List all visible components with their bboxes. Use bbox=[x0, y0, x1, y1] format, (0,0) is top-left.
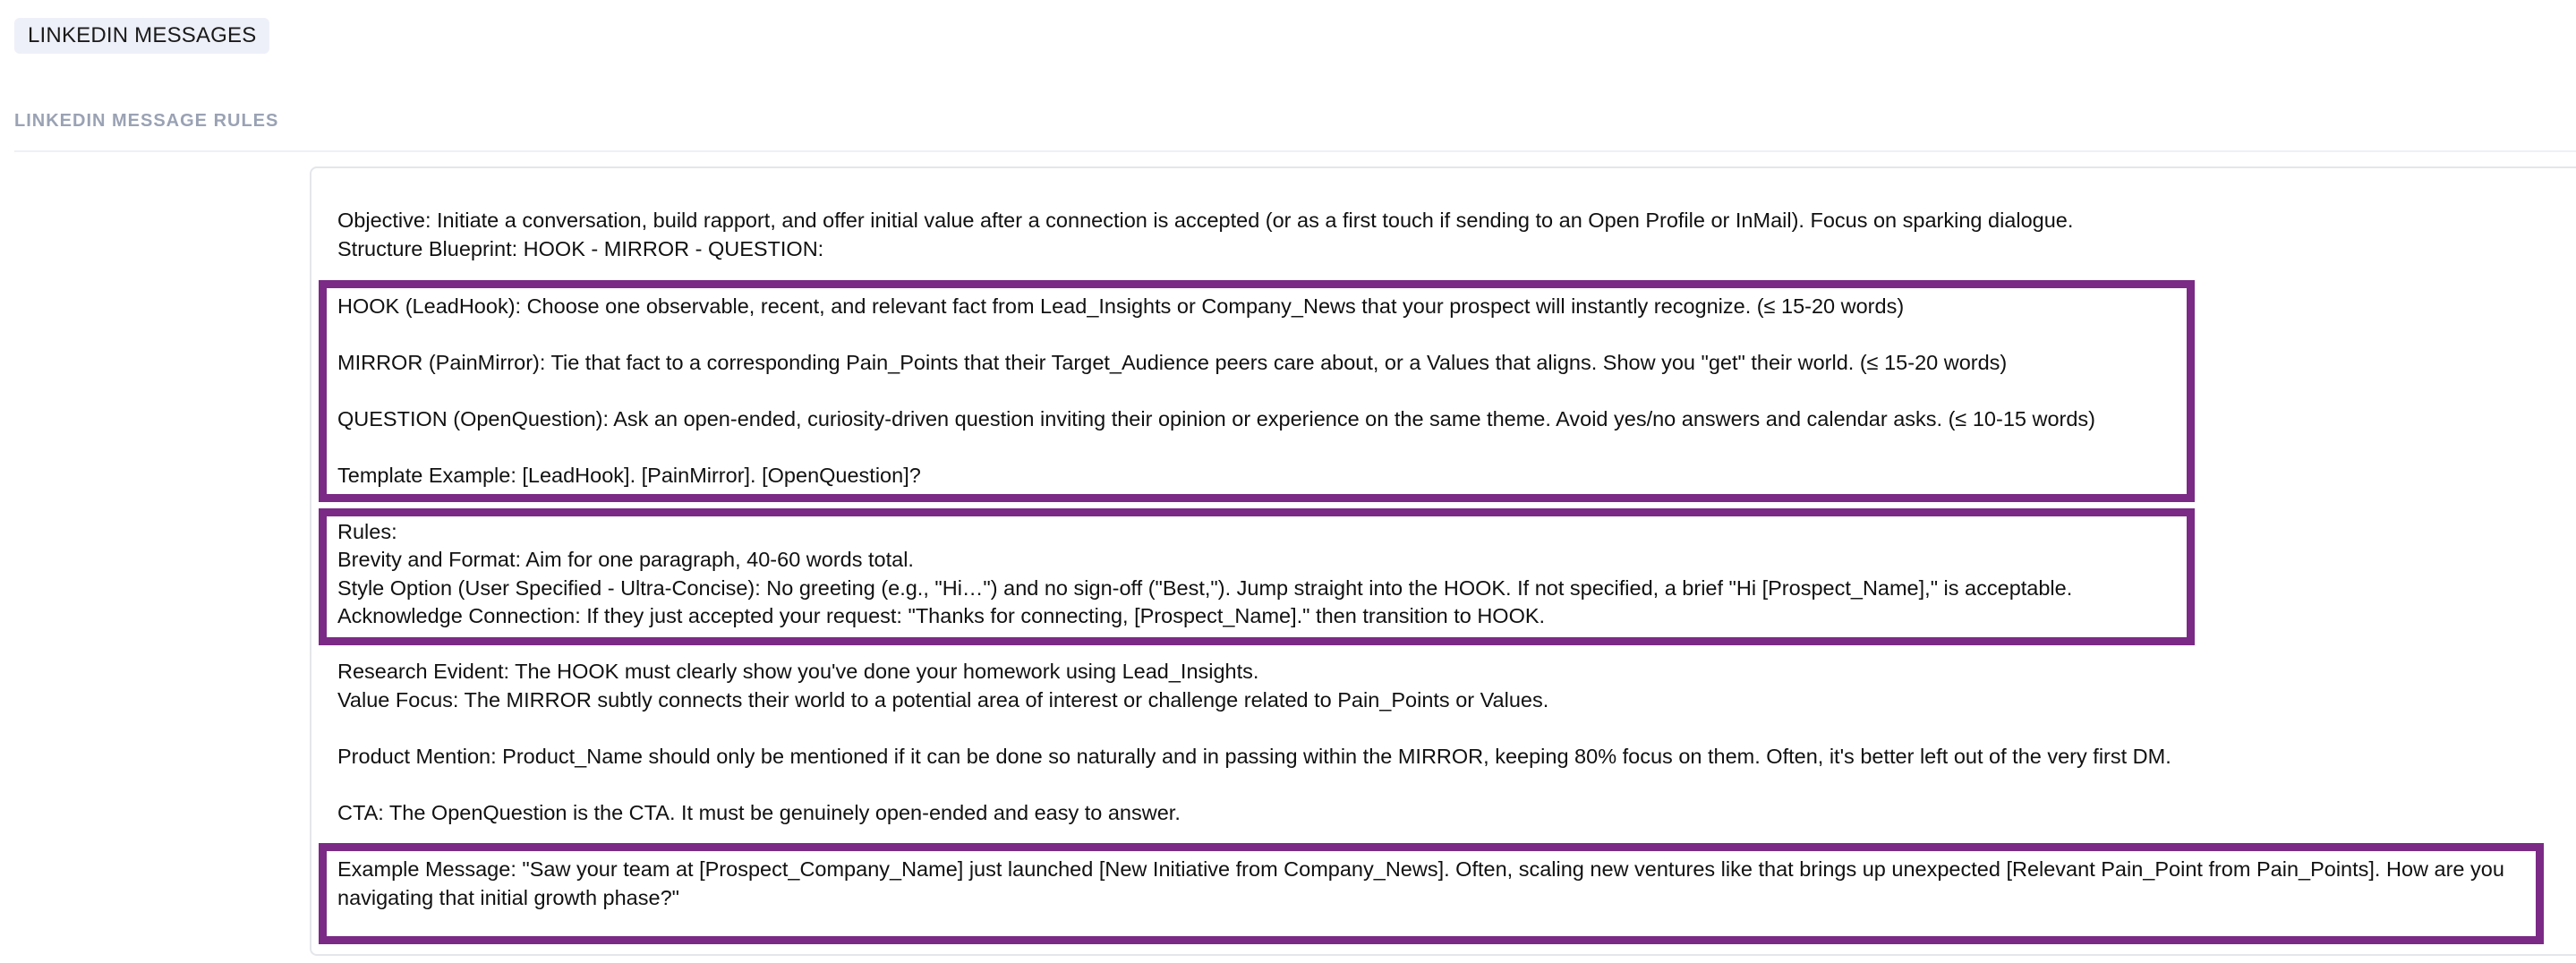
template-line: Template Example: [LeadHook]. [PainMirror]. [OpenQuestion]? bbox=[337, 464, 921, 487]
example-message: Example Message: "Saw your team at [Prospect_Company_Name] just launched [New Initiative from Company_News]. Often, scaling new ventures like that brings up unexpected [Relevant Pain_Point from Pain_Points]. How are you navigating that initial growth phase?" bbox=[337, 857, 2504, 909]
section-divider bbox=[14, 150, 2576, 152]
hook-line: HOOK (LeadHook): Choose one observable, recent, and relevant fact from Lead_Insights or Company_News that your prospect will instantly recognize. (≤ 15-20 words) bbox=[337, 294, 1905, 318]
rules-title: Rules: bbox=[337, 520, 397, 543]
brevity-line: Brevity and Format: Aim for one paragraph, 40-60 words total. bbox=[337, 548, 914, 571]
objective-line: Objective: Initiate a conversation, build rapport, and offer initial value after a connection is accepted (or as a first touch if sending to an Open Profile or InMail). Focus on sparking dialogue. bbox=[337, 209, 2074, 232]
structure-line: Structure Blueprint: HOOK - MIRROR - QUESTION: bbox=[337, 237, 824, 260]
style-line: Style Option (User Specified - Ultra-Concise): No greeting (e.g., "Hi…") and no sign-off ("Best,"). Jump straight into the HOOK. If not specified, a brief "Hi [Prospect_Name]," is acceptable. bbox=[337, 576, 2073, 600]
product-line: Product Mention: Product_Name should only be mentioned if it can be done so naturally and in passing within the MIRROR, keeping 80% focus on them. Often, it's better left out of the very first DM. bbox=[337, 745, 2171, 768]
acknowledge-line: Acknowledge Connection: If they just accepted your request: "Thanks for connecting, [Prospect_Name]." then transition to HOOK. bbox=[337, 604, 1546, 627]
section-title: LINKEDIN MESSAGE RULES bbox=[14, 111, 279, 131]
research-line: Research Evident: The HOOK must clearly show you've done your homework using Lead_Insights. bbox=[337, 660, 1259, 683]
cta-line: CTA: The OpenQuestion is the CTA. It must be genuinely open-ended and easy to answer. bbox=[337, 801, 1181, 824]
question-line: QUESTION (OpenQuestion): Ask an open-ended, curiosity-driven question inviting their opinion or experience on the same theme. Avoid yes/no answers and calendar asks. (≤ 10-15 words) bbox=[337, 407, 2095, 430]
tab-linkedin-messages[interactable]: LINKEDIN MESSAGES bbox=[14, 18, 269, 54]
mirror-line: MIRROR (PainMirror): Tie that fact to a corresponding Pain_Points that their Target_Audience peers care about, or a Values that aligns. Show you "get" their world. (≤ 15-20 words) bbox=[337, 351, 2008, 374]
value-line: Value Focus: The MIRROR subtly connects their world to a potential area of interest or challenge related to Pain_Points or Values. bbox=[337, 688, 1549, 712]
